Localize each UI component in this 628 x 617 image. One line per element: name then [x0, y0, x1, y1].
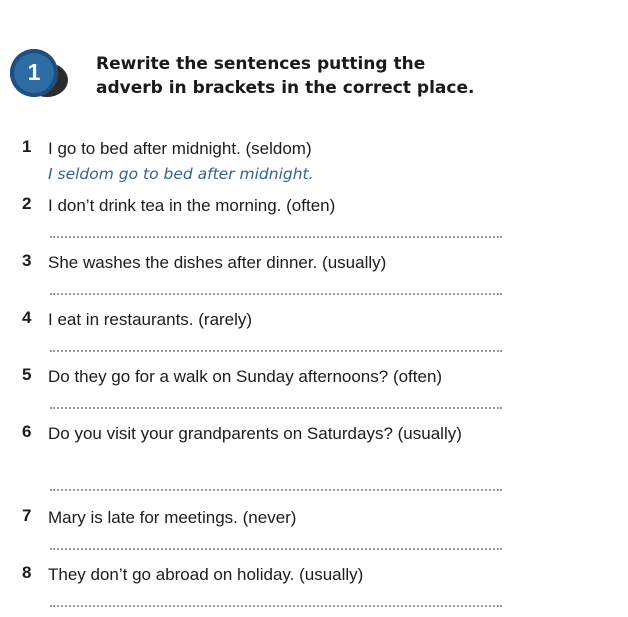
exercise-number-badge — [8, 45, 74, 103]
item-number: 3 — [22, 251, 32, 270]
item-number: 1 — [22, 137, 32, 156]
answer-line[interactable] — [50, 350, 502, 354]
item-number: 8 — [22, 563, 32, 582]
item-sentence: They don’t go abroad on holiday. (usually) — [48, 565, 364, 584]
item-sentence: I go to bed after midnight. (seldom) — [48, 139, 312, 158]
answer-line[interactable] — [50, 236, 502, 240]
item-number: 4 — [22, 308, 32, 327]
exercise-number: 1 — [27, 59, 41, 85]
exercise-instruction: Rewrite the sentences putting the adverb in brackets in the correct place. — [96, 54, 475, 98]
item-sentence: Mary is late for meetings. (never) — [48, 508, 297, 527]
answer-line[interactable] — [50, 407, 502, 411]
item-number: 7 — [22, 506, 32, 525]
item-number: 5 — [22, 365, 32, 384]
answer-line[interactable] — [50, 548, 502, 552]
item-sentence: Do you visit your grandparents on Saturdays? (usually) — [48, 424, 462, 443]
item-sentence: She washes the dishes after dinner. (usually) — [48, 253, 387, 272]
example-answer: I seldom go to bed after midnight. — [48, 165, 314, 183]
item-number: 2 — [22, 194, 32, 213]
item-sentence: Do they go for a walk on Sunday afternoons? (often) — [48, 367, 443, 386]
item-sentence: I don’t drink tea in the morning. (often) — [48, 196, 336, 215]
item-number: 6 — [22, 422, 32, 441]
answer-line[interactable] — [50, 489, 502, 493]
answer-line[interactable] — [50, 293, 502, 297]
answer-line[interactable] — [50, 605, 502, 609]
item-sentence: I eat in restaurants. (rarely) — [48, 310, 253, 329]
